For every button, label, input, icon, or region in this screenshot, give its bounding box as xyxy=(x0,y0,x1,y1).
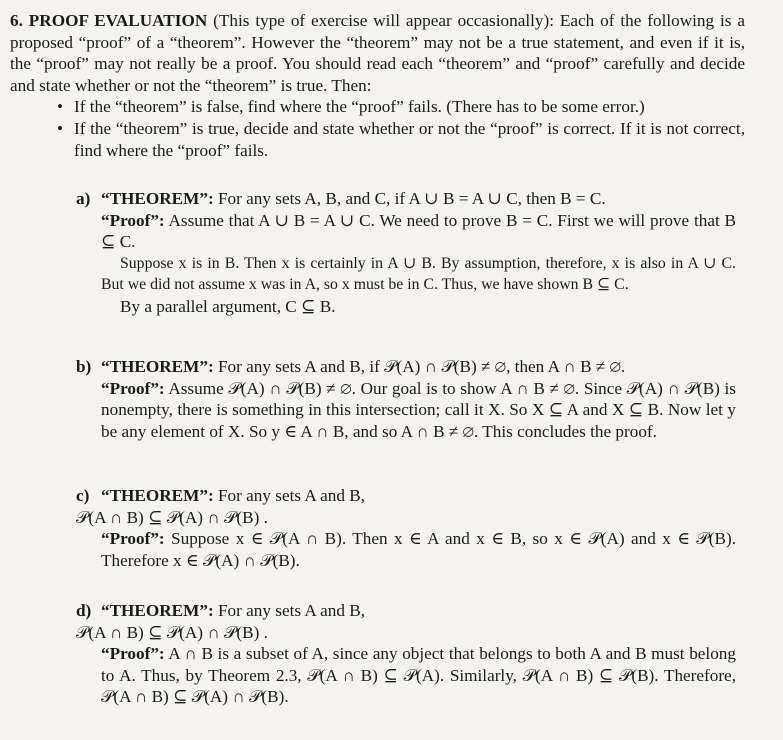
theorem-label: “THEOREM”: xyxy=(101,486,214,505)
bullet-icon: • xyxy=(57,97,64,117)
intro-paragraph xyxy=(10,10,745,96)
proof-text: Assume that A ∪ B = A ∪ C. We need to prove B = C. First we will prove that B ⊆ C. xyxy=(101,210,736,252)
part-d-theorem xyxy=(76,600,736,622)
part-b-theorem xyxy=(76,356,736,378)
part-d-marker: d) xyxy=(76,601,92,620)
part-b-marker: b) xyxy=(76,357,92,376)
part-b xyxy=(76,356,736,442)
part-a xyxy=(76,188,736,318)
part-a-theorem xyxy=(76,188,736,210)
exercise-heading: PROOF EVALUATION xyxy=(28,11,208,30)
proof-label: “Proof”: xyxy=(101,529,165,549)
part-c-marker: c) xyxy=(76,486,90,505)
instruction-list xyxy=(10,96,745,161)
part-a-proof-para-1: Suppose x is in B. Then x is certainly in A ∪ B. By assumption, therefore, x is also in A ∪ C. But we did not assume x was in A, so x must be in C. Thus, we have shown B ⊆ C. xyxy=(101,254,736,294)
part-c xyxy=(76,485,736,571)
theorem-text: For any sets A and B, if 𝒫(A) ∩ 𝒫(B) ≠ ∅, then A ∩ B ≠ ∅. xyxy=(213,357,626,376)
proof-text: A ∩ B is a subset of A, since any object that belongs to both A and B must belong to A. Thus, by Theorem 2.3, 𝒫(A ∩ B) ⊆ 𝒫(A). Similarly, 𝒫(A ∩ B) ⊆ 𝒫(B). Therefore, 𝒫(A ∩ B) ⊆ 𝒫(A) ∩ 𝒫(B). xyxy=(101,644,736,707)
part-c-display-formula: 𝒫(A ∩ B) ⊆ 𝒫(A) ∩ 𝒫(B) . xyxy=(76,507,268,527)
theorem-label: “THEOREM”: xyxy=(101,601,214,620)
part-a-proof xyxy=(101,210,736,253)
part-d xyxy=(76,600,736,708)
proof-text: Suppose x ∈ 𝒫(A ∩ B). Then x ∈ A and x ∈ B, so x ∈ 𝒫(A) and x ∈ 𝒫(B). Therefore x ∈ 𝒫(A) ∩ 𝒫(B). xyxy=(101,529,736,570)
part-b-proof xyxy=(101,378,736,443)
part-a-proof-para-2: By a parallel argument, C ⊆ B. xyxy=(120,296,336,316)
intro-text: (This type of exercise will appear occasionally): Each of the following is a proposed “proof” of a “theorem”. However the “theorem” may not be a true statement, and even if it is, the “proof” may not really be a proof. You should read each “theorem” and “proof” carefully and decide and state whether or not the “theorem” is true. Then: xyxy=(10,11,745,95)
theorem-text: For any sets A, B, and C, if A ∪ B = A ∪ C, then B = C. xyxy=(213,189,606,208)
theorem-text: For any sets A and B, xyxy=(213,486,366,505)
proof-label: “Proof”: xyxy=(101,210,165,230)
bullet-icon: • xyxy=(57,118,64,138)
instruction-item: • If the “theorem” is true, decide and state whether or not the “proof” is correct. If it is not correct, find where the “proof” fails. xyxy=(57,118,745,160)
part-d-display-formula: 𝒫(A ∩ B) ⊆ 𝒫(A) ∩ 𝒫(B) . xyxy=(76,622,268,642)
part-c-proof xyxy=(101,528,736,571)
instruction-item: • If the “theorem” is false, find where the “proof” fails. (There has to be some error.) xyxy=(57,97,645,117)
proof-label: “Proof”: xyxy=(101,644,165,664)
proof-text: Assume 𝒫(A) ∩ 𝒫(B) ≠ ∅. Our goal is to show A ∩ B ≠ ∅. Since 𝒫(A) ∩ 𝒫(B) is nonempty, there is something in this intersection; call it X. So X ⊆ A and X ⊆ B. Now let y be any element of X. So y ∈ A ∩ B, and so A ∩ B ≠ ∅. This concludes the proof. xyxy=(101,378,736,441)
theorem-text: For any sets A and B, xyxy=(213,601,366,620)
part-a-marker: a) xyxy=(76,189,91,208)
theorem-label: “THEOREM”: xyxy=(101,189,214,208)
proof-label: “Proof”: xyxy=(101,378,165,398)
exercise-intro xyxy=(10,10,745,161)
part-d-proof xyxy=(101,643,736,708)
theorem-label: “THEOREM”: xyxy=(101,357,214,376)
exercise-number: 6. xyxy=(10,11,23,30)
part-c-theorem xyxy=(76,485,736,507)
